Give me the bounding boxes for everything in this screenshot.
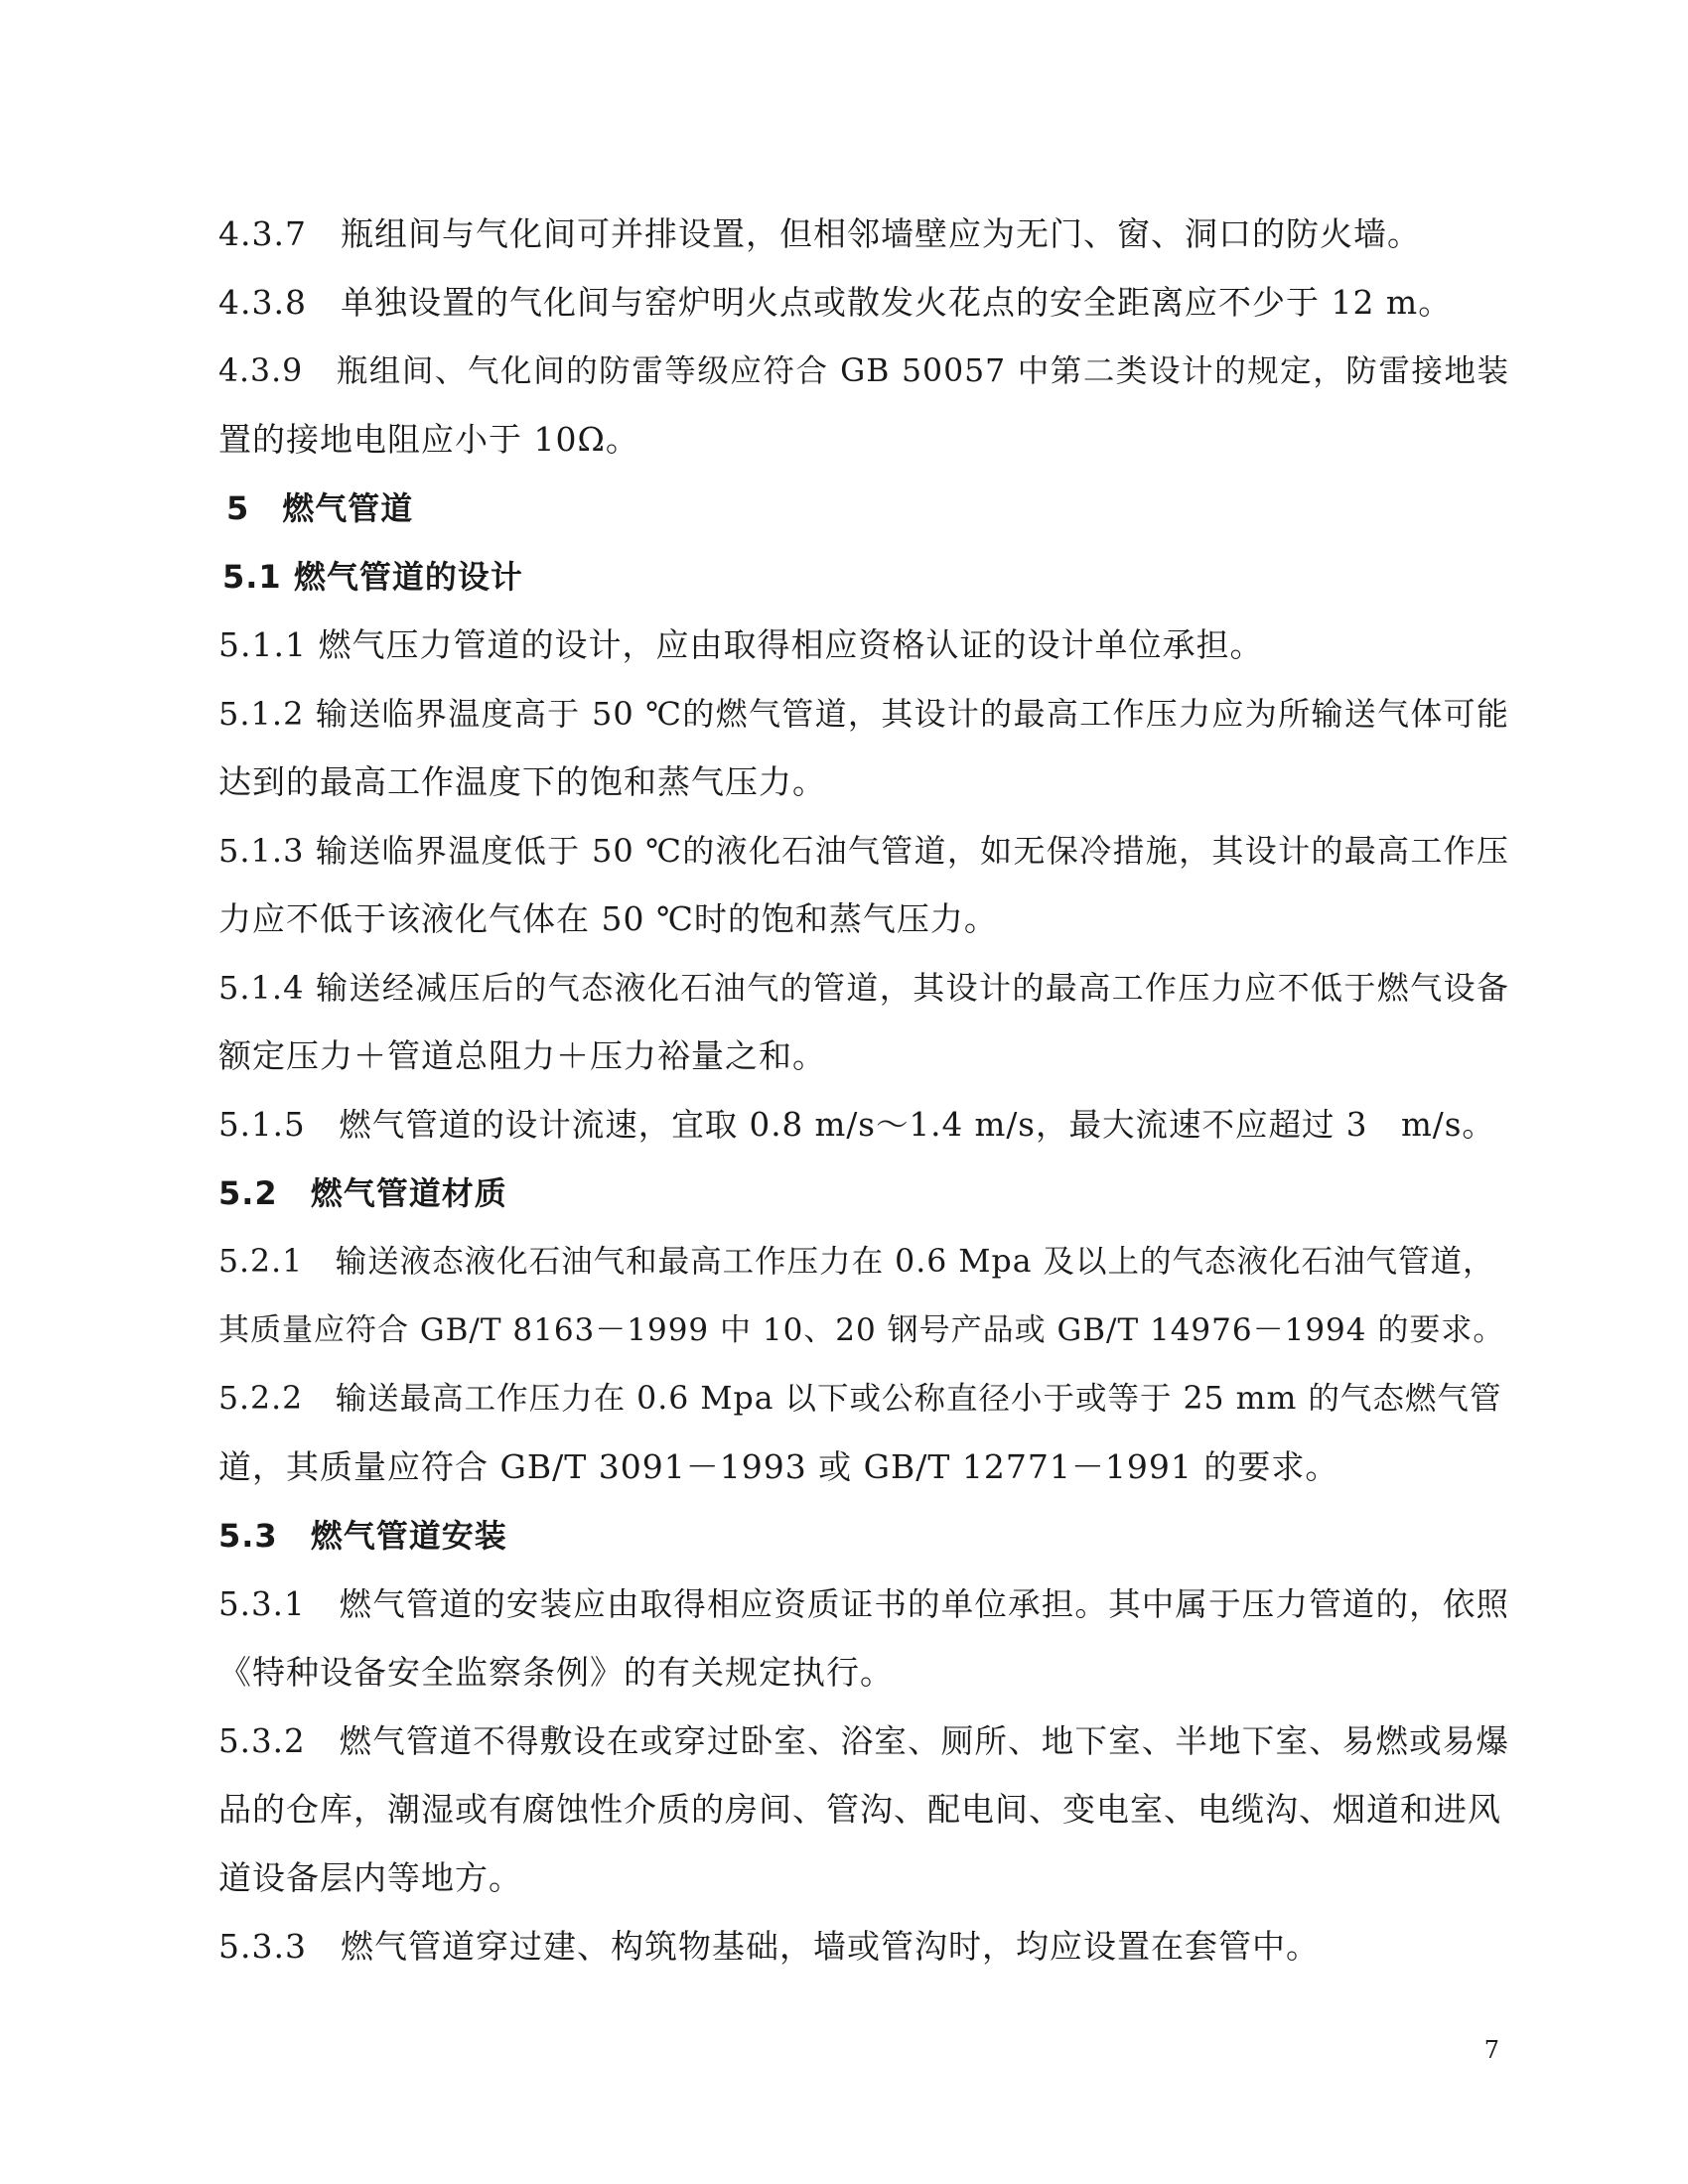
clause-5-1-2-line-1: 5.1.2 输送临界温度高于 50 ℃的燃气管道，其设计的最高工作压力应为所输送气体可能 (218, 695, 1509, 733)
clause-5-2-2-line-1: 5.2.2 输送最高工作压力在 0.6 Mpa 以下或公称直径小于或等于 25 mm 的气态燃气管 (218, 1381, 1502, 1417)
clause-5-1-1: 5.1.1 燃气压力管道的设计，应由取得相应资格认证的设计单位承担。 (218, 625, 1264, 664)
section-5-1-heading: 5.1 燃气管道的设计 (222, 558, 523, 596)
clause-5-1-4-line-2: 额定压力＋管道总阻力＋压力裕量之和。 (218, 1036, 826, 1075)
clause-5-1-2-line-2: 达到的最高工作温度下的饱和蒸气压力。 (218, 762, 826, 801)
clause-5-3-1-line-1: 5.3.1 燃气管道的安装应由取得相应资质证书的单位承担。其中属于压力管道的，依照 (218, 1585, 1509, 1623)
clause-5-2-2-line-2: 道，其质量应符合 GB/T 3091－1993 或 GB/T 12771－1991 的要求。 (218, 1447, 1339, 1486)
clause-5-3-2-line-1: 5.3.2 燃气管道不得敷设在或穿过卧室、浴室、厕所、地下室、半地下室、易燃或易爆 (218, 1722, 1509, 1760)
clause-4-3-9-line-2: 置的接地电阻应小于 10Ω。 (218, 420, 639, 459)
section-5-2-heading: 5.2 燃气管道材质 (218, 1174, 507, 1212)
clause-4-3-7: 4.3.7 瓶组间与气化间可并排设置，但相邻墙壁应为无门、窗、洞口的防火墙。 (218, 214, 1421, 253)
clause-5-3-3: 5.3.3 燃气管道穿过建、构筑物基础，墙或管沟时，均应设置在套管中。 (218, 1927, 1320, 1966)
section-5-3-heading: 5.3 燃气管道安装 (218, 1517, 507, 1555)
clause-5-2-1-line-2: 其质量应符合 GB/T 8163－1999 中 10、20 钢号产品或 GB/T 14976－1994 的要求。 (218, 1312, 1505, 1348)
clause-4-3-9-line-1: 4.3.9 瓶组间、气化间的防雷等级应符合 GB 50057 中第二类设计的规定，防雷接地装 (218, 353, 1509, 389)
section-5-heading: 5 燃气管道 (226, 489, 414, 527)
clause-5-1-5: 5.1.5 燃气管道的设计流速，宜取 0.8 m/s～1.4 m/s，最大流速不应超过 3 m/s。 (218, 1106, 1495, 1144)
clause-5-3-1-line-2: 《特种设备安全监察条例》的有关规定执行。 (218, 1653, 894, 1692)
clause-5-2-1-line-1: 5.2.1 输送液态液化石油气和最高工作压力在 0.6 Mpa 及以上的气态液化石油气管道， (218, 1244, 1495, 1280)
page-number: 7 (1483, 2036, 1499, 2064)
clause-5-1-3-line-1: 5.1.3 输送临界温度低于 50 ℃的液化石油气管道，如无保冷措施，其设计的最高工作压 (218, 832, 1509, 870)
clause-5-3-2-line-3: 道设备层内等地方。 (218, 1858, 522, 1897)
clause-4-3-8: 4.3.8 单独设置的气化间与窑炉明火点或散发火花点的安全距离应不少于 12 m。 (218, 283, 1453, 322)
clause-5-1-4-line-1: 5.1.4 输送经减压后的气态液化石油气的管道，其设计的最高工作压力应不低于燃气设备 (218, 969, 1509, 1007)
clause-5-3-2-line-2: 品的仓库，潮湿或有腐蚀性介质的房间、管沟、配电间、变电室、电缆沟、烟道和进风 (218, 1790, 1501, 1829)
clause-5-1-3-line-2: 力应不低于该液化气体在 50 ℃时的饱和蒸气压力。 (218, 899, 998, 938)
